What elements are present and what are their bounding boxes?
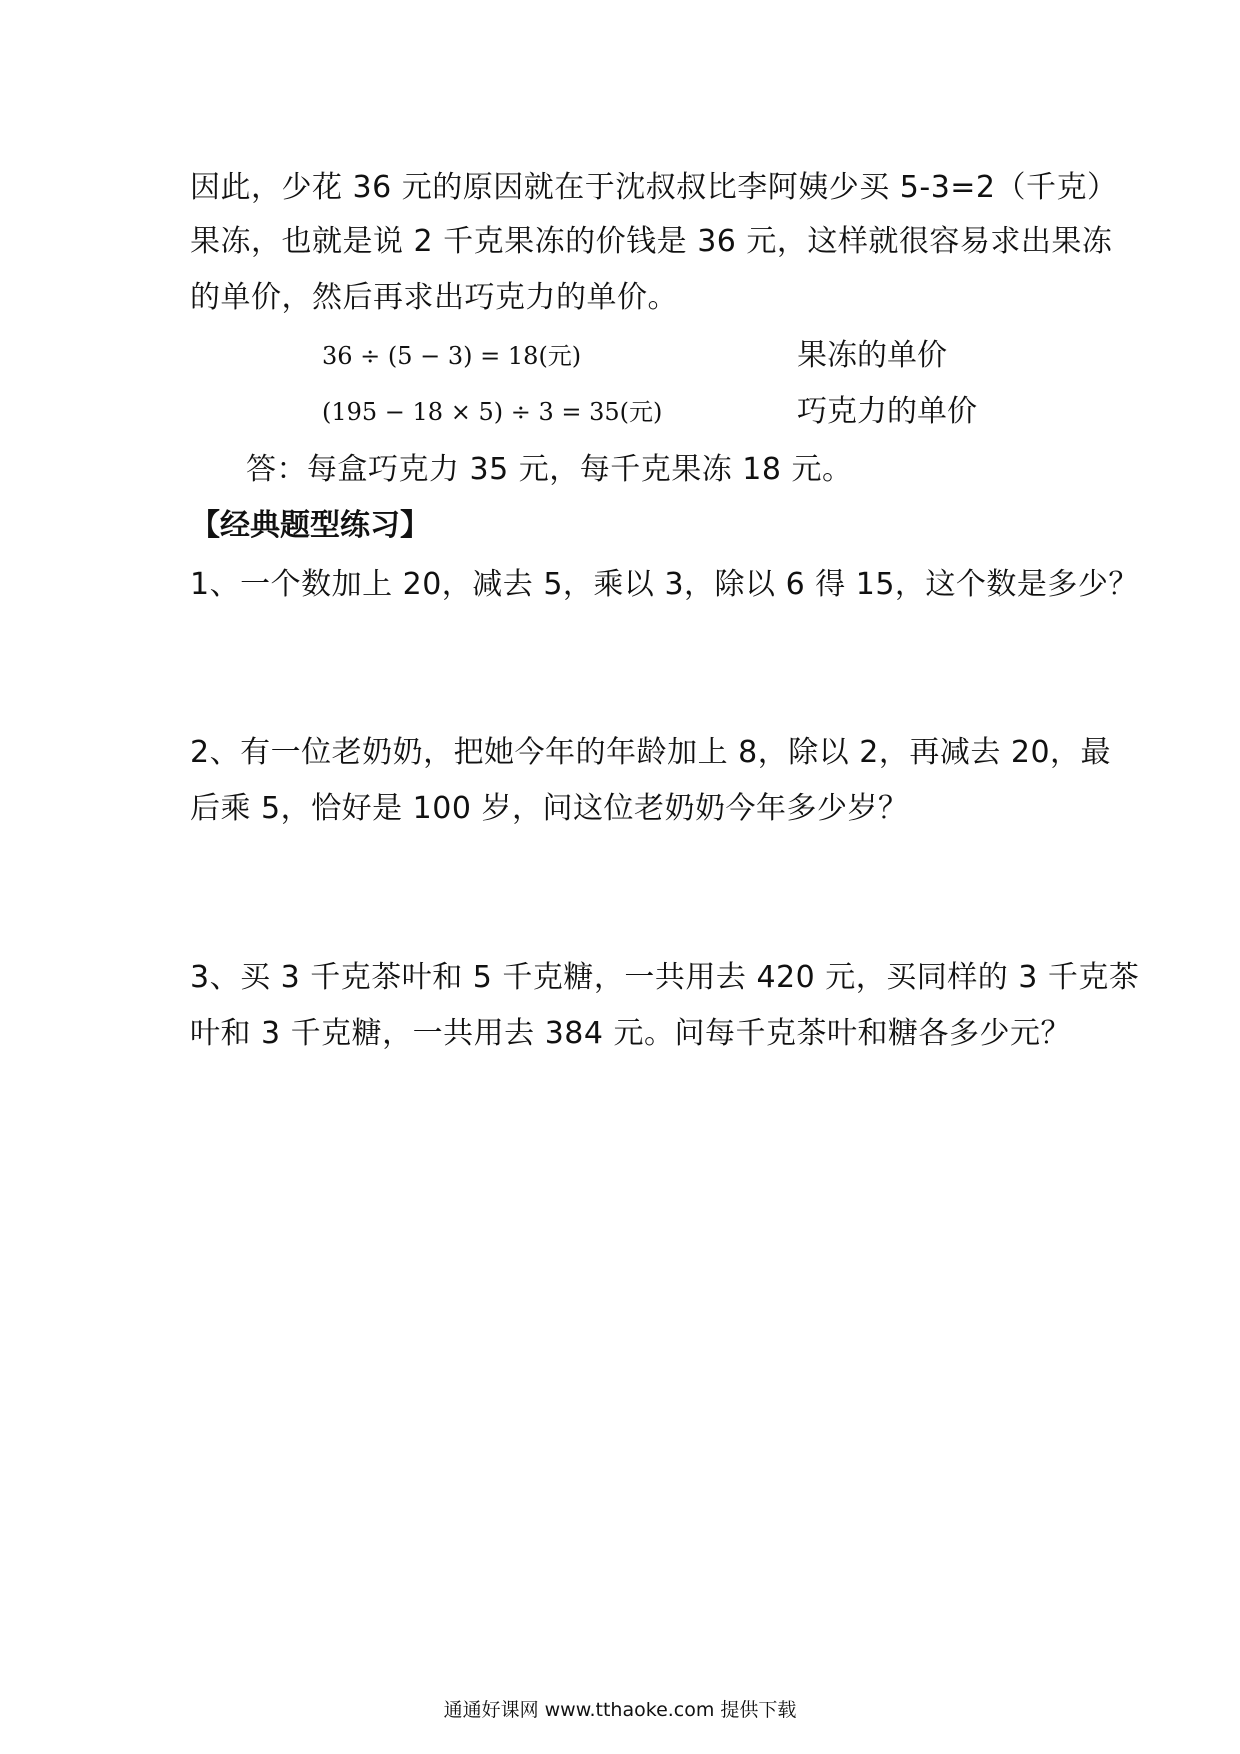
explanation-line-2: 果冻，也就是说 2 千克果冻的价钱是 36 元，这样就很容易求出果冻: [190, 224, 1113, 259]
exercise-2-line-1: 2、有一位老奶奶，把她今年的年龄加上 8，除以 2，再减去 20，最: [190, 735, 1112, 770]
exercise-3-line-2: 叶和 3 千克糖，一共用去 384 元。问每千克茶叶和糖各多少元？: [190, 1016, 1071, 1051]
footer-text: 通通好课网 www.tthaoke.com 提供下载: [443, 1699, 797, 1721]
equation-label-2: 巧克力的单价: [797, 394, 977, 429]
answer-line: 答：每盒巧克力 35 元，每千克果冻 18 元。: [246, 452, 853, 487]
equation-formula-1: 36 ÷ (5 − 3) = 18(元): [322, 342, 582, 370]
exercise-1: 1、一个数加上 20，减去 5，乘以 3，除以 6 得 15，这个数是多少？: [190, 567, 1139, 602]
exercise-2-line-2: 后乘 5，恰好是 100 岁，问这位老奶奶今年多少岁？: [190, 791, 909, 826]
equation-label-1: 果冻的单价: [797, 338, 947, 373]
section-heading: 【经典题型练习】: [190, 508, 430, 543]
explanation-line-3: 的单价，然后再求出巧克力的单价。: [190, 280, 678, 315]
exercise-3-line-1: 3、买 3 千克茶叶和 5 千克糖，一共用去 420 元，买同样的 3 千克茶: [190, 960, 1140, 995]
explanation-line-1: 因此，少花 36 元的原因就在于沈叔叔比李阿姨少买 5-3=2（千克）: [190, 170, 1118, 205]
equation-formula-2: (195 − 18 × 5) ÷ 3 = 35(元): [322, 398, 663, 426]
